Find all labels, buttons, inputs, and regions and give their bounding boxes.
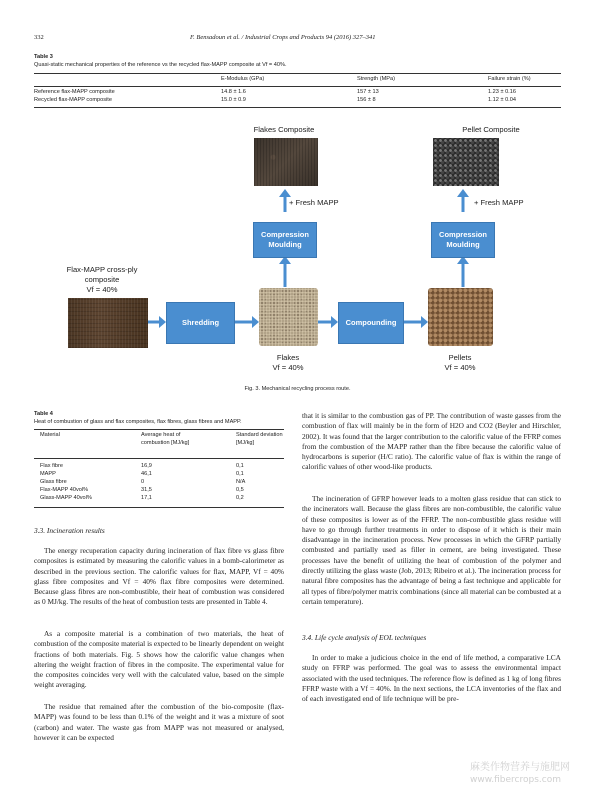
table4-col-material: Material: [40, 432, 60, 438]
table3-col-strain: Failure strain (%): [488, 76, 531, 82]
table4-cell: MAPP: [40, 471, 56, 477]
table4-cell: Flax-MAPP 40vol%: [40, 487, 89, 493]
section-3-4-heading: 3.4. Life cycle analysis of EOL techniques: [302, 633, 427, 642]
left-paragraph-2: As a composite material is a combination of two materials, the heat of combustion of the composite material is expected to be linearly dependent on weight fractions of both materials. Fig. 5 shows how the calorific value changes when altering the weight fraction of fibres in the composite. The experimental value for the composites coincides very well with the calculated value, based on the simple weight averaging.: [34, 629, 284, 690]
table3-cell: 157 ± 13: [357, 89, 379, 95]
fresh-mapp-label-right: + Fresh MAPP: [474, 198, 524, 207]
table4-cell: 16,9: [141, 463, 152, 469]
table3-caption: Quasi-static mechanical properties of the reference vs the recycled flax-MAPP composite at Vf = 40%.: [34, 62, 287, 68]
table4-row: [40, 495, 284, 503]
table4-row: [40, 463, 284, 471]
table3-cell: 1.12 ± 0.04: [488, 97, 516, 103]
right-paragraph-2: The incineration of GFRP however leads to a molten glass residue that can stick to the incinerators wall. Because the glass fibres are non-combustible, the calorific value of these composites is lower as of the FFRP. The non-combustible glass residue will have to go through further treatments in order to dispose of it which is their main disadvantage in the incineration process. New processes in which the GFRP partially combusted and partially used as filler in cement, are being investigated. These processes have the benefit of utilizing the heat of combustion of the polymer and directly utilizing the glass waste (Job, 2013; Ribeiro et al.). The incineration process for natural fibre composites has the advantage of being a fast technique and applicable for all types of fibre/polymer matrix combinations (since all material can be combusted at a certain temperature).: [302, 494, 561, 606]
pellets-label: [430, 353, 490, 373]
table4-col-heat: Average heat of combustion [MJ/kg]: [141, 432, 190, 446]
figure3-caption: Fig. 3. Mechanical recycling process route.: [244, 386, 351, 392]
table3-cell: Reference flax-MAPP composite: [34, 89, 115, 95]
table4-cell: N/A: [236, 479, 246, 485]
source-label-line3: Vf = 40%: [86, 284, 118, 294]
flakes-composite-label: Flakes Composite: [253, 125, 315, 134]
right-paragraph-1: that it is similar to the combustion gas of PP. The contribution of waste gasses from the combustion of flax will mainly be in the form of H2O and CO2 (Beyler and Hirschler, 2002). It was found that the larger contribution to the calorific value of the FFRP comes from the combustion of the MAPP rather than the fibre because the calorific value of hydrocarbons is superior (H/C ratio). The calorific value of flax is within the range of calorific values of other wood-like products.: [302, 411, 561, 472]
table4-cell: 31,5: [141, 487, 152, 493]
page-number: 332: [34, 34, 44, 41]
flakes-label: [258, 353, 318, 373]
pellets-photo: [428, 288, 493, 346]
table4-cell: 46,1: [141, 471, 152, 477]
table3-cell: 1.23 ± 0.16: [488, 89, 516, 95]
flakes-label-line1: Flakes: [276, 353, 300, 362]
table4-cell: 0: [141, 479, 145, 485]
table4-cell: Glass-MAPP 40vol%: [40, 495, 92, 501]
flakes-photo: [259, 288, 318, 346]
table3-cell: 156 ± 8: [357, 97, 376, 103]
table4-cell: 0,1: [236, 471, 244, 477]
table4-cell: 17,1: [141, 495, 152, 501]
table4-cell: 0,1: [236, 463, 244, 469]
flakes-label-line2: Vf = 40%: [272, 362, 304, 372]
right-paragraph-3: In order to make a judicious choice in the end of life method, a comparative LCA study on FFRP was performed. The goal was to assess the environmental impact associated with the used techniques. The reference flow is defined as 1 kg of long fibres FFRP waste with a Vf = 40%. In the next sections, the LCA inventories of the flax and of each investigated end of life technique will be pre-: [302, 653, 561, 704]
source-label-line2: composite: [84, 274, 120, 284]
pellet-composite-label: Pellet Composite: [462, 125, 520, 134]
left-paragraph-1: The energy recuperation capacity during incineration of flax fibre vs glass fibre composites is estimated by measuring the calorific values in a bomb-calorimeter as described in the previous section. The calorific values for flax, MAPP, Vf = 40% glass fibre composites and Vf = 40% flax fibre composites were determined. Because glass fibres are non-combustible, their heat of combustion was considered as 0 MJ/kg. The results of the heat of combustion tests are presented in Table 4.: [34, 546, 284, 607]
table4-cell: 0,2: [236, 495, 244, 501]
table4-caption: Heat of combustion of glass and flax composites, flax fibres, glass fibres and MAPP.: [34, 419, 242, 425]
table3-cell: 14.8 ± 1.6: [221, 89, 246, 95]
table3-cell: Recycled flax-MAPP composite: [34, 97, 112, 103]
table4-cell: 0,5: [236, 487, 244, 493]
fresh-mapp-label-left: + Fresh MAPP: [289, 198, 339, 207]
table3-col-strength: Strength (MPa): [357, 76, 395, 82]
table4-label: Table 4: [34, 411, 53, 417]
compression-moulding-right: Compression Moulding: [431, 222, 495, 258]
table3-cell: 15.0 ± 0.9: [221, 97, 246, 103]
table3-col-modulus: E-Modulus (GPa): [221, 76, 265, 82]
pellets-label-line2: Vf = 40%: [444, 362, 476, 372]
shredding-box: Shredding: [166, 302, 235, 344]
compression-moulding-left: Compression Moulding: [253, 222, 317, 258]
table4-cell: Glass fibre: [40, 479, 67, 485]
watermark: [470, 762, 570, 786]
table4-row: [40, 487, 284, 495]
watermark-line1: 麻类作物营养与施肥网: [470, 762, 570, 773]
source-label-line1: Flax-MAPP cross-ply: [66, 265, 138, 274]
compounding-box: Compounding: [338, 302, 404, 344]
running-header: F. Bensadoun et al. / Industrial Crops and Products 94 (2016) 327–341: [190, 34, 376, 41]
watermark-line2: www.fibercrops.com: [470, 775, 561, 785]
left-paragraph-3: The residue that remained after the combustion of the bio-composite (flax-MAPP) was found to be less than 0.1% of the weight and it was a mixture of soot (carbon) and water. The waste gas from MAPP was not measured or analysed, however it can be expected: [34, 702, 284, 742]
source-composite-label: [52, 265, 152, 295]
table4-col-std: Standard deviation [MJ/kg]: [236, 432, 283, 446]
section-3-3-heading: 3.3. Incineration results: [34, 526, 105, 535]
source-composite-photo: [68, 298, 148, 348]
table3-label: Table 3: [34, 54, 53, 60]
pellets-label-line1: Pellets: [448, 353, 472, 362]
table4-cell: Flax fibre: [40, 463, 64, 469]
table4-row: [40, 471, 284, 479]
table4-row: [40, 479, 284, 487]
